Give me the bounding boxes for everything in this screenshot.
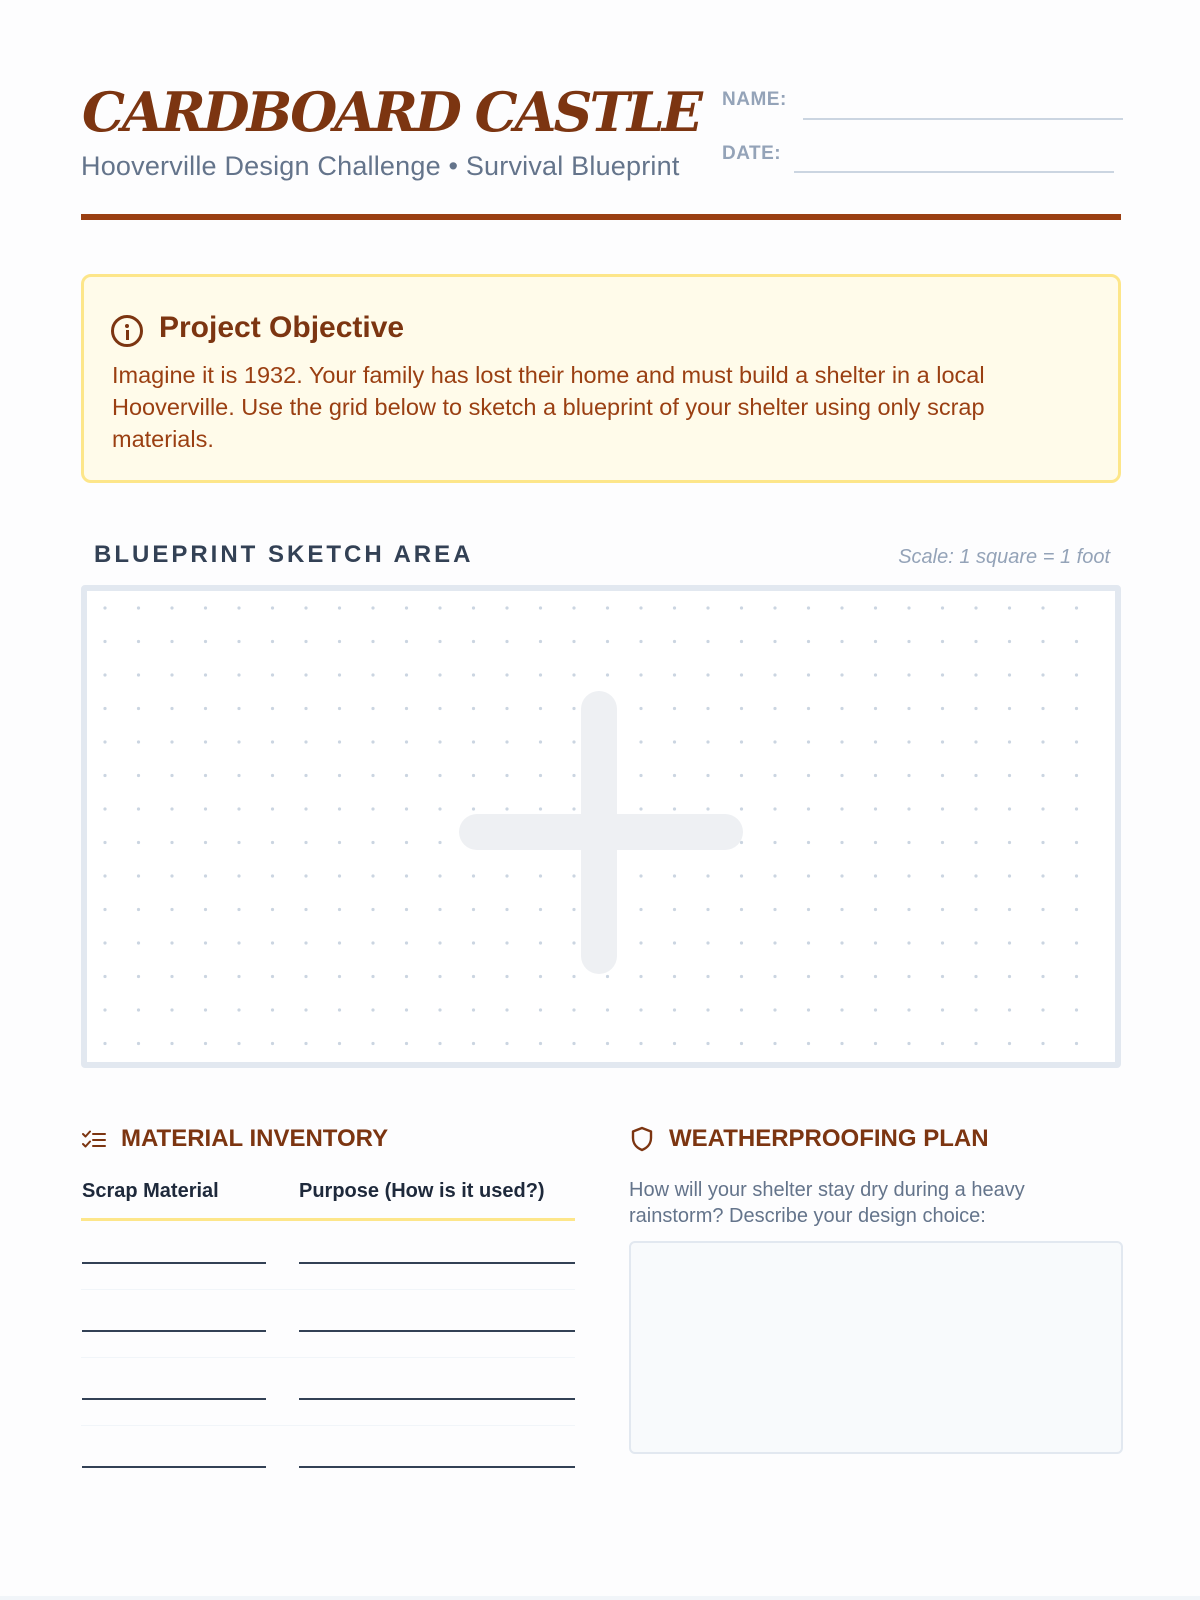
name-field[interactable] [803,118,1123,120]
header-divider [81,214,1121,220]
date-field[interactable] [794,171,1114,173]
page-subtitle: Hooverville Design Challenge • Survival Blueprint [81,151,680,181]
inventory-header-rule [81,1218,575,1221]
shield-icon [630,1126,654,1152]
weatherproofing-prompt: How will your shelter stay dry during a heavy rainstorm? Describe your design choice: [629,1179,1025,1227]
info-icon [111,315,143,347]
purpose-blank-2[interactable] [299,1330,575,1332]
inventory-title: MATERIAL INVENTORY [121,1125,389,1152]
page-bottom-edge [0,1596,1200,1600]
date-label: DATE: [722,143,782,164]
row-divider [81,1357,575,1358]
blueprint-scale: Scale: 1 square = 1 foot [898,546,1110,568]
page-title: CARDBOARD CASTLE [82,80,700,144]
material-blank-4[interactable] [82,1466,266,1468]
objective-box [81,274,1121,483]
purpose-blank-1[interactable] [299,1262,575,1264]
material-blank-2[interactable] [82,1330,266,1332]
objective-title: Project Objective [159,311,405,344]
material-blank-1[interactable] [82,1262,266,1264]
blueprint-label: BLUEPRINT SKETCH AREA [94,541,474,568]
weatherproofing-title: WEATHERPROOFING PLAN [669,1125,989,1152]
name-label: NAME: [722,89,787,110]
purpose-blank-3[interactable] [299,1398,575,1400]
weatherproofing-answer-box[interactable] [629,1241,1123,1454]
blueprint-sketch-area[interactable] [81,585,1121,1068]
row-divider [81,1425,575,1426]
objective-text: Imagine it is 1932. Your family has lost their home and must build a shelter in a local Hooverville. Use the grid below to sketch a blueprint of your shelter using only scrap materials. [112,362,985,452]
checklist-icon [82,1130,106,1150]
material-blank-3[interactable] [82,1398,266,1400]
column-header-material: Scrap Material [82,1180,219,1202]
column-header-purpose: Purpose (How is it used?) [299,1180,545,1202]
row-divider [81,1289,575,1290]
plus-icon-bar [459,814,743,850]
purpose-blank-4[interactable] [299,1466,575,1468]
